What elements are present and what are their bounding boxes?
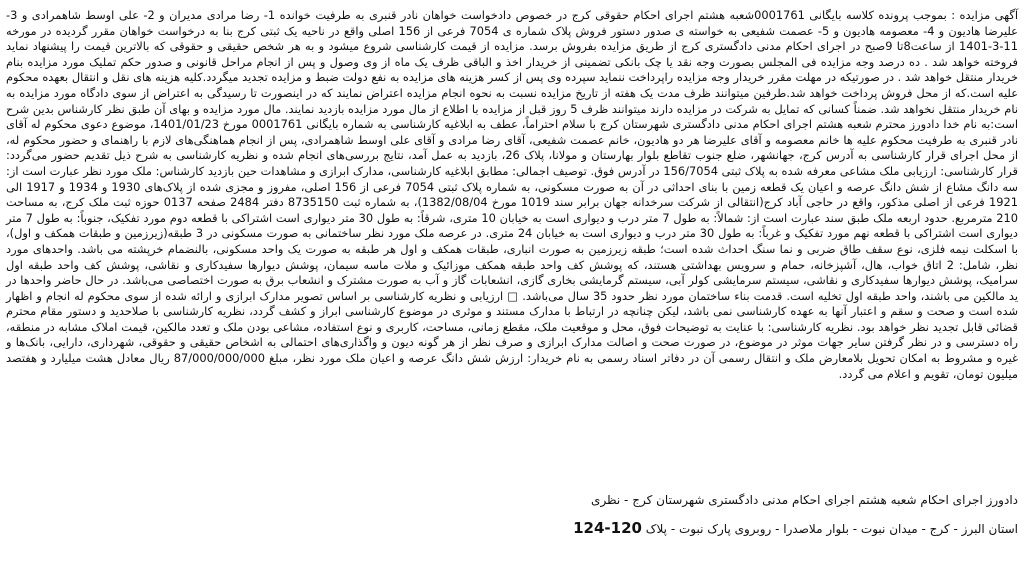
- notice-body-text: آگهی مزایده : بموجب پرونده کلاسه بایگانی 0001761شعبه هشتم اجرای احکام حقوقی کرج در خصوص دادخواست خواهان نادر قنبری به طرفیت خوانده 1- رضا مرادی مدیران و 2- علی اوسط شاهمرادی و 3- علیرضا هادیون و 4- معصومه هادیون و 5- عصمت شفیعی به خواسته ی صدور دستور فروش پلاک شماره ی 7054 فرعی از 156 اصلی واقع در ناحیه یک ثبتی کرج بنا به درخواست خواهان مقرر گردیده در مورخه 11-3-1401 از ساعت8تا 9صبح در اجرای احکام مدنی دادگستری کرج از طریق مزایده بفروش برسد. مزایده از قیمت کارشناسی شروع میشود و به هر شخص حقیقی و حقوقی که بالاترین قیمت را پیشنهاد نماید فروخته خواهد شد . ده درصد وجه مزایده فی المجلس بصورت وجه نقد یا چک بانکی تضمینی از خریدار اخذ و الباقی ظرف یک ماه از وی وصول و پس از انجام مراحل قانونی و صدور حکم تملیک مورد مزایده بنام خریدار منتقل خواهد شد . در صورتیکه در مهلت مقرر خریدار وجه مزایده راپرداخت ننماید سپرده وی پس از کسر هزینه های مزایده به نفع دولت ضبط و مزایده تجدید میگردد.کلیه هزینه های نقل و انتقال بعهده محکوم علیه است.که از محل فروش پرداخت خواهد شد.طرفین میتوانند ظرف مدت یک هفته از تاریخ مزایده نسبت به نحوه انجام مزایده اعتراض نمایند که در اینصورت تا رسیدگی به اعتراض از سوی دادگاه مورد مزایده به نام خریدار منتقل نخواهد شد. ضمناً کسانی که تمایل به شرکت در مزایده دارند میتوانند ظرف 5 روز قبل از مزایده با اطلاع از مال مورد مزایده بازدید نمایند. مال مورد مزایده و بهای آن طبق نظر کارشناس بدین شرح است:به نام خدا دادورز محترم شعبه هشتم اجرای احکام مدنی دادگستری شهرستان کرج با سلام احتراماً، عطف به ابلاغیه کارشناسی به شماره بایگانی 0001761 مورخ 1401/01/23، موضوع دعوی محکوم له آقای نادر قنبری به طرفیت محکوم علیه ها خانم معصومه و آقای علیرضا هر دو هادیون، خانم عصمت شفیعی، آقای رضا مرادی و آقای علی اوسط شاهمرادی، پس از انجام هماهنگی‌های لازم با راهنمای و حضور محکوم له، از محل اجرای قرار کارشناسی به آدرس کرج، جهانشهر، ضلع جنوب تقاطع بلوار بهارستان و مولانا، پلاک 26، بازدید به عمل آمد، نتایج بررسی‌های انجام شده و نظریه کارشناسی به شرح ذیل تقدیم حضور می‌گردد: قرار کارشناسی: ارزیابی ملک مشاعی معرفه شده به پلاک ثبتی 156/7054 در آدرس فوق. توصیف اجمالی: مطابق ابلاغیه کارشناسی، مدارک ابرازی و مشاهدات حین بازدید کارشناس: ملک مورد نظر عبارت است از: سه دانگ مشاع از شش دانگ عرصه و اعیان یک قطعه زمین با بنای احداثی در آن به صورت مسکونی، به شماره پلاک ثبتی 7054 فرعی از 156 اصلی، مفروز و مجزی شده از پلاک‌های 1930 و 1934 و 1917 الی 1921 فرعی از اصلی مذکور، واقع در حاجی آباد کرج(انتقالی از شرکت سرخدانه جهان برابر سند 1019 مورخ 1382/08/04)، به شماره ثبت 8735150 دفتر 2484 صفحه 0137 حوزه ثبت ملک کرج، به مساحت 210 مترمربع. حدود اربعه ملک طبق سند عبارت است از: شمالاً: به طول 7 متر درب و دیواری است به خیابان 10 متری، شرقاً: به طول 30 متر دیواری است اشتراکی با قطعه دوم مورد تفکیک، جنوباً: به طول 7 متر دیواری است اشتراکی با قطعه نهم مورد تفکیک و غرباً: به طول 30 متر درب و دیواری است به خیابان 24 متری. در عرصه ملک مورد نظر ساختمانی به صورت مسکونی در 3 طبقه(زیرزمین و طبقات همکف و اول)، با اسکلت نیمه فلزی، نوع سقف طاق ضربی و نما سنگ احداث شده است؛ طبقه زیرزمین به صورت انباری، طبقات همکف و اول هر طبقه به صورت یک واحد مسکونی، بالنضمام خرپشته می باشد. واحدهای مورد نظر، شامل: 2 اتاق خواب، هال، آشپزخانه، حمام و سرویس بهداشتی هستند، که پوشش کف واحد طبقه همکف موزائیک و ملات ماسه سیمان، پوشش دیوارها سفیدکاری و نقاشی، پوشش کف واحد طبقه اول سرامیک، پوشش دیوارها سفیدکاری و نقاشی، سیستم سرمایشی کولر آبی، سیستم گرمایشی بخاری گازی، انشعابات گاز و آب به صورت مشترک و انشعاب برق به صورت اختصاصی می‌باشد. در حال حاضر واحدها در ید مالکین می باشند، واحد طبقه اول تخلیه است. قدمت بناء ساختمان مورد نظر حدود 35 سال می‌باشد. □ ارزیابی و نظریه کارشناسی بر اساس تصویر مدارک ابرازی و ارائه شده از سوی محکوم له انجام و اظهار شده است و صحت و سقم و اعتبار آنها به عهده کارشناسی نمی باشد، لیکن چنانچه در ارتباط با مدارک مستند و موثری در موضوع کارشناسی ابراز و کشف گردد، نظریه کارشناسی با صلاحدید و دستور مقام محترم قضائی قابل تجدید نظر خواهد بود. نظریه کارشناسی: با عنایت به توضیحات فوق، محل و موقعیت ملک، مقطع زمانی، مساحت، کاربری و نوع استفاده، مشاعی بودن ملک و تعدد مالکین، قیمت املاک مشابه در منطقه، راه دسترسی و در نظر گرفتن سایر جهات موثر در موضوع، در صورت صحت و اصالت مدارک ابرازی و صرف نظر از هر گونه دیون و واگذاری‌های احتمالی به اشخاص حقیقی و حقوقی، شهرداری، دارایی، بانک‌ها و غیره و مشروط به امکان تحویل بلامعارض ملک و انتقال رسمی آن در دفاتر اسناد رسمی به نام خریدار: ارزش شش دانگ عرصه و اعیان ملک مورد نظر، مبلغ 87/000/000/000 ریال معادل هشت میلیارد و هفتصد میلیون تومان، تقویم و اعلام می گردد.: [6, 8, 1019, 381]
- signature-line: دادورز اجرای احکام شعبه هشتم اجرای احکام مدنی دادگستری شهرستان کرج - نظری: [591, 493, 1018, 507]
- address-line: [6, 520, 1018, 537]
- address-text: استان البرز - کرج - میدان نبوت - بلوار ملاصدرا - روبروی پارک نبوت - پلاک: [641, 522, 1018, 536]
- signature-block: [6, 492, 1018, 508]
- address-block: [6, 520, 1018, 537]
- plaque-number: 124-120: [573, 519, 642, 537]
